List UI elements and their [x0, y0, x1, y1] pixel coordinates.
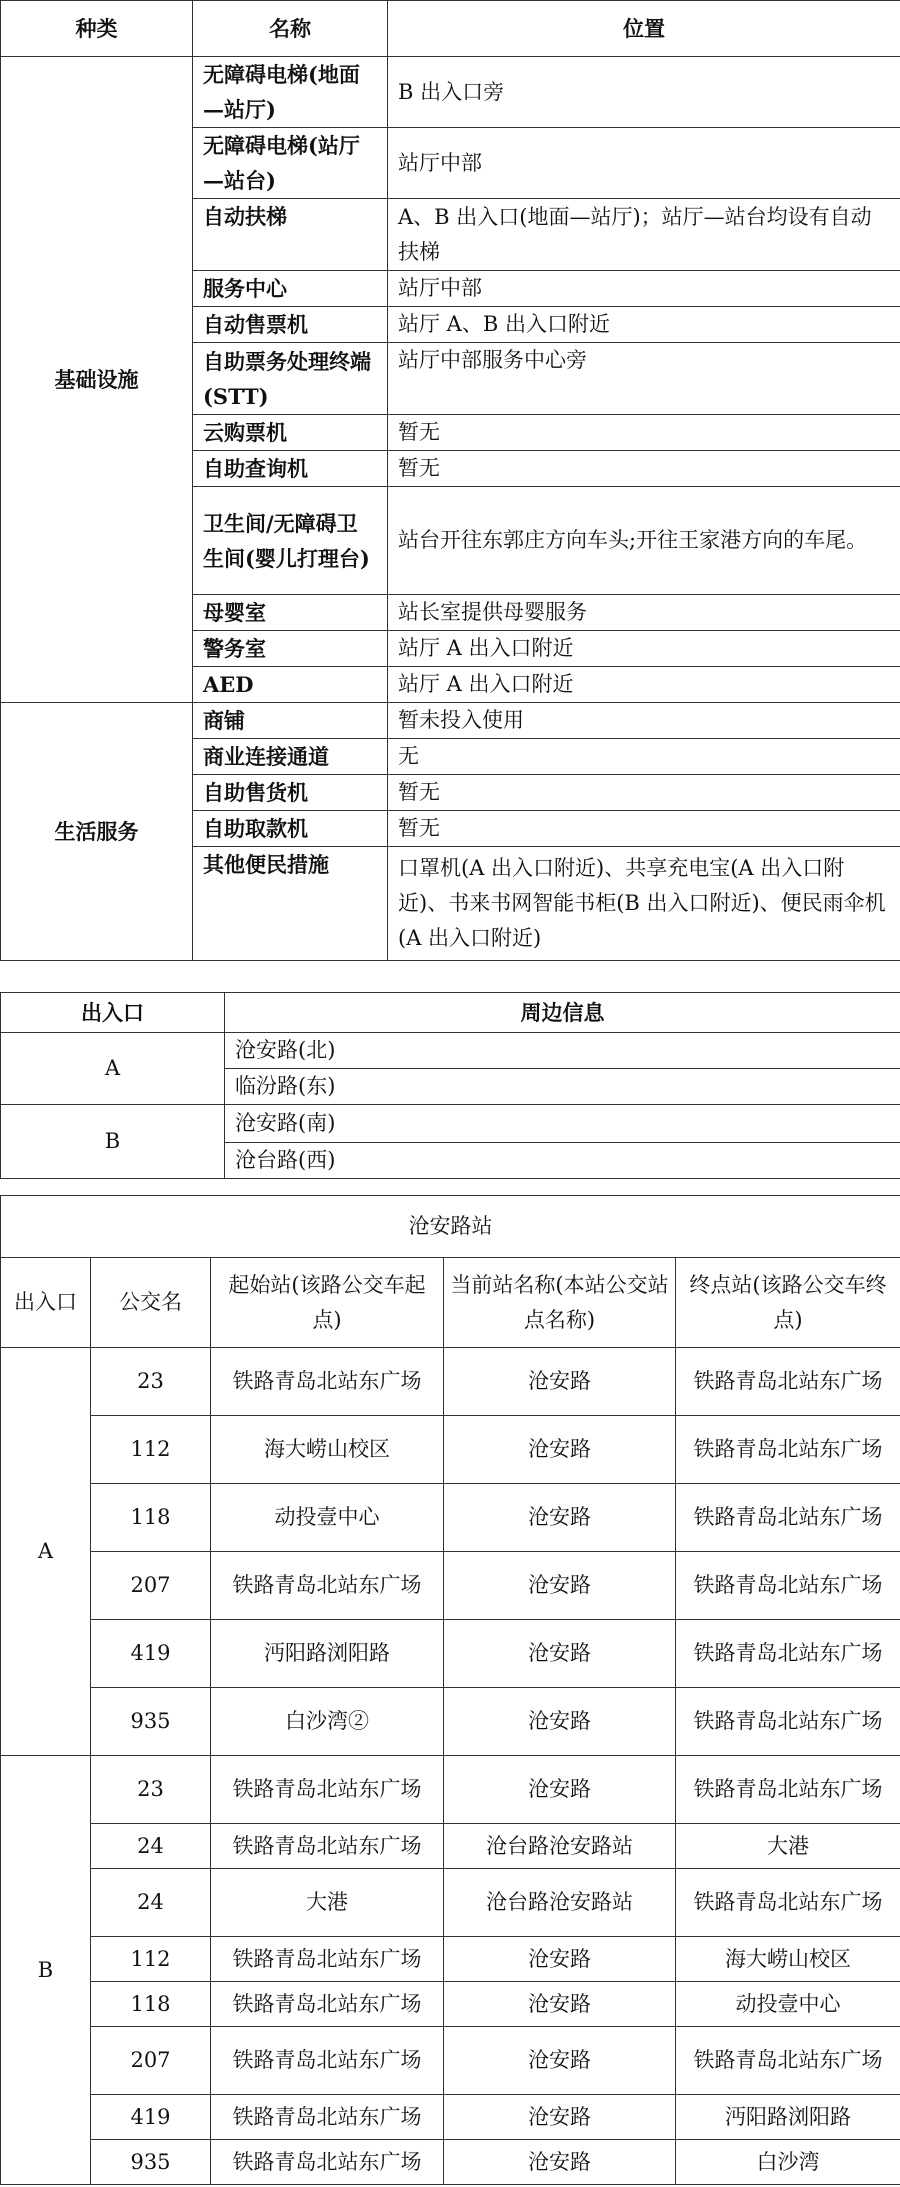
bus-route: 24 [91, 1869, 211, 1937]
facility-name: 警务室 [193, 631, 388, 667]
origin-stop: 海大崂山校区 [211, 1416, 444, 1484]
facility-location: 站厅 A、B 出入口附近 [388, 307, 900, 343]
current-stop: 沧安路 [444, 1348, 676, 1416]
origin-stop: 沔阳路浏阳路 [211, 1620, 444, 1688]
header-origin: 起始站(该路公交车起点) [211, 1258, 444, 1348]
current-stop: 沧安路 [444, 1937, 676, 1982]
origin-stop: 铁路青岛北站东广场 [211, 2095, 444, 2140]
origin-stop: 白沙湾② [211, 1688, 444, 1756]
header-category: 种类 [1, 1, 193, 57]
terminus-stop: 大港 [676, 1824, 900, 1869]
origin-stop: 铁路青岛北站东广场 [211, 1552, 444, 1620]
facility-name: 其他便民措施 [193, 847, 388, 961]
terminus-stop: 铁路青岛北站东广场 [676, 1869, 900, 1937]
surrounding-road: 沧台路(西) [225, 1143, 900, 1179]
facility-location: 暂未投入使用 [388, 703, 900, 739]
facility-name: 自动扶梯 [193, 199, 388, 271]
terminus-stop: 铁路青岛北站东广场 [676, 1688, 900, 1756]
origin-stop: 铁路青岛北站东广场 [211, 1937, 444, 1982]
bus-route: 207 [91, 1552, 211, 1620]
category-cell: 基础设施 [1, 57, 193, 703]
origin-stop: 铁路青岛北站东广场 [211, 1824, 444, 1869]
facility-name: AED [193, 667, 388, 703]
facility-name: 自助售货机 [193, 775, 388, 811]
facility-name: 自动售票机 [193, 307, 388, 343]
facility-name: 自助取款机 [193, 811, 388, 847]
facility-name: 云购票机 [193, 415, 388, 451]
bus-route: 24 [91, 1824, 211, 1869]
facility-location: 站厅 A 出入口附近 [388, 667, 900, 703]
facility-name: 自助票务处理终端(STT) [193, 343, 388, 415]
origin-stop: 铁路青岛北站东广场 [211, 1348, 444, 1416]
origin-stop: 大港 [211, 1869, 444, 1937]
terminus-stop: 铁路青岛北站东广场 [676, 1416, 900, 1484]
terminus-stop: 海大崂山校区 [676, 1937, 900, 1982]
header-location: 位置 [388, 1, 900, 57]
terminus-stop: 铁路青岛北站东广场 [676, 1484, 900, 1552]
facility-location: 站厅中部 [388, 128, 900, 199]
facility-location: 站厅中部 [388, 271, 900, 307]
facility-name: 自助查询机 [193, 451, 388, 487]
header-surroundings: 周边信息 [225, 993, 900, 1033]
current-stop: 沧台路沧安路站 [444, 1824, 676, 1869]
bus-route: 23 [91, 1756, 211, 1824]
facility-name: 无障碍电梯(站厅—站台) [193, 128, 388, 199]
bus-route: 23 [91, 1348, 211, 1416]
bus-route: 419 [91, 2095, 211, 2140]
current-stop: 沧安路 [444, 1982, 676, 2027]
current-stop: 沧安路 [444, 1620, 676, 1688]
header-terminus: 终点站(该路公交车终点) [676, 1258, 900, 1348]
current-stop: 沧安路 [444, 2027, 676, 2095]
exit-label: A [1, 1348, 91, 1756]
facility-location: 暂无 [388, 451, 900, 487]
bus-route: 112 [91, 1937, 211, 1982]
bus-route: 118 [91, 1982, 211, 2027]
facility-name: 商铺 [193, 703, 388, 739]
facility-name: 母婴室 [193, 595, 388, 631]
facility-location: A、B 出入口(地面—站厅)；站厅—站台均设有自动扶梯 [388, 199, 900, 271]
header-exit: 出入口 [1, 1258, 91, 1348]
bus-route: 935 [91, 2140, 211, 2185]
bus-route: 112 [91, 1416, 211, 1484]
terminus-stop: 铁路青岛北站东广场 [676, 1756, 900, 1824]
category-cell: 生活服务 [1, 703, 193, 961]
terminus-stop: 铁路青岛北站东广场 [676, 1620, 900, 1688]
current-stop: 沧台路沧安路站 [444, 1869, 676, 1937]
facility-name: 商业连接通道 [193, 739, 388, 775]
origin-stop: 铁路青岛北站东广场 [211, 1756, 444, 1824]
current-stop: 沧安路 [444, 1484, 676, 1552]
current-stop: 沧安路 [444, 2095, 676, 2140]
header-exit: 出入口 [1, 993, 225, 1033]
origin-stop: 铁路青岛北站东广场 [211, 2140, 444, 2185]
facilities-table [0, 0, 900, 961]
bus-route: 419 [91, 1620, 211, 1688]
terminus-stop: 铁路青岛北站东广场 [676, 1552, 900, 1620]
current-stop: 沧安路 [444, 2140, 676, 2185]
facility-location: 暂无 [388, 811, 900, 847]
surrounding-road: 临汾路(东) [225, 1069, 900, 1105]
origin-stop: 动投壹中心 [211, 1484, 444, 1552]
facility-location: 站厅 A 出入口附近 [388, 631, 900, 667]
current-stop: 沧安路 [444, 1416, 676, 1484]
facility-name: 卫生间/无障碍卫生间(婴儿打理台) [193, 487, 388, 595]
header-bus-name: 公交名 [91, 1258, 211, 1348]
facility-location: 站台开往东郭庄方向车头;开往王家港方向的车尾。 [388, 487, 900, 595]
current-stop: 沧安路 [444, 1756, 676, 1824]
facility-location: 口罩机(A 出入口附近)、共享充电宝(A 出入口附近)、书来书网智能书柜(B 出入口附近)、便民雨伞机(A 出入口附近) [388, 847, 900, 961]
current-stop: 沧安路 [444, 1552, 676, 1620]
facility-location: 暂无 [388, 775, 900, 811]
header-current-stop: 当前站名称(本站公交站点名称) [444, 1258, 676, 1348]
surrounding-road: 沧安路(南) [225, 1105, 900, 1143]
terminus-stop: 白沙湾 [676, 2140, 900, 2185]
facility-location: 暂无 [388, 415, 900, 451]
terminus-stop: 铁路青岛北站东广场 [676, 2027, 900, 2095]
origin-stop: 铁路青岛北站东广场 [211, 1982, 444, 2027]
exit-label: B [1, 1105, 225, 1179]
exit-label: B [1, 1756, 91, 2185]
terminus-stop: 沔阳路浏阳路 [676, 2095, 900, 2140]
facility-location: B 出入口旁 [388, 57, 900, 128]
facility-location: 无 [388, 739, 900, 775]
bus-route: 207 [91, 2027, 211, 2095]
terminus-stop: 铁路青岛北站东广场 [676, 1348, 900, 1416]
facility-name: 无障碍电梯(地面—站厅) [193, 57, 388, 128]
facility-location: 站长室提供母婴服务 [388, 595, 900, 631]
bus-route: 118 [91, 1484, 211, 1552]
origin-stop: 铁路青岛北站东广场 [211, 2027, 444, 2095]
header-name: 名称 [193, 1, 388, 57]
bus-table [0, 1195, 900, 2185]
exits-table [0, 992, 900, 1179]
terminus-stop: 动投壹中心 [676, 1982, 900, 2027]
facility-location: 站厅中部服务中心旁 [388, 343, 900, 415]
surrounding-road: 沧安路(北) [225, 1033, 900, 1069]
current-stop: 沧安路 [444, 1688, 676, 1756]
bus-table-title: 沧安路站 [1, 1196, 900, 1258]
exit-label: A [1, 1033, 225, 1105]
bus-route: 935 [91, 1688, 211, 1756]
facility-name: 服务中心 [193, 271, 388, 307]
